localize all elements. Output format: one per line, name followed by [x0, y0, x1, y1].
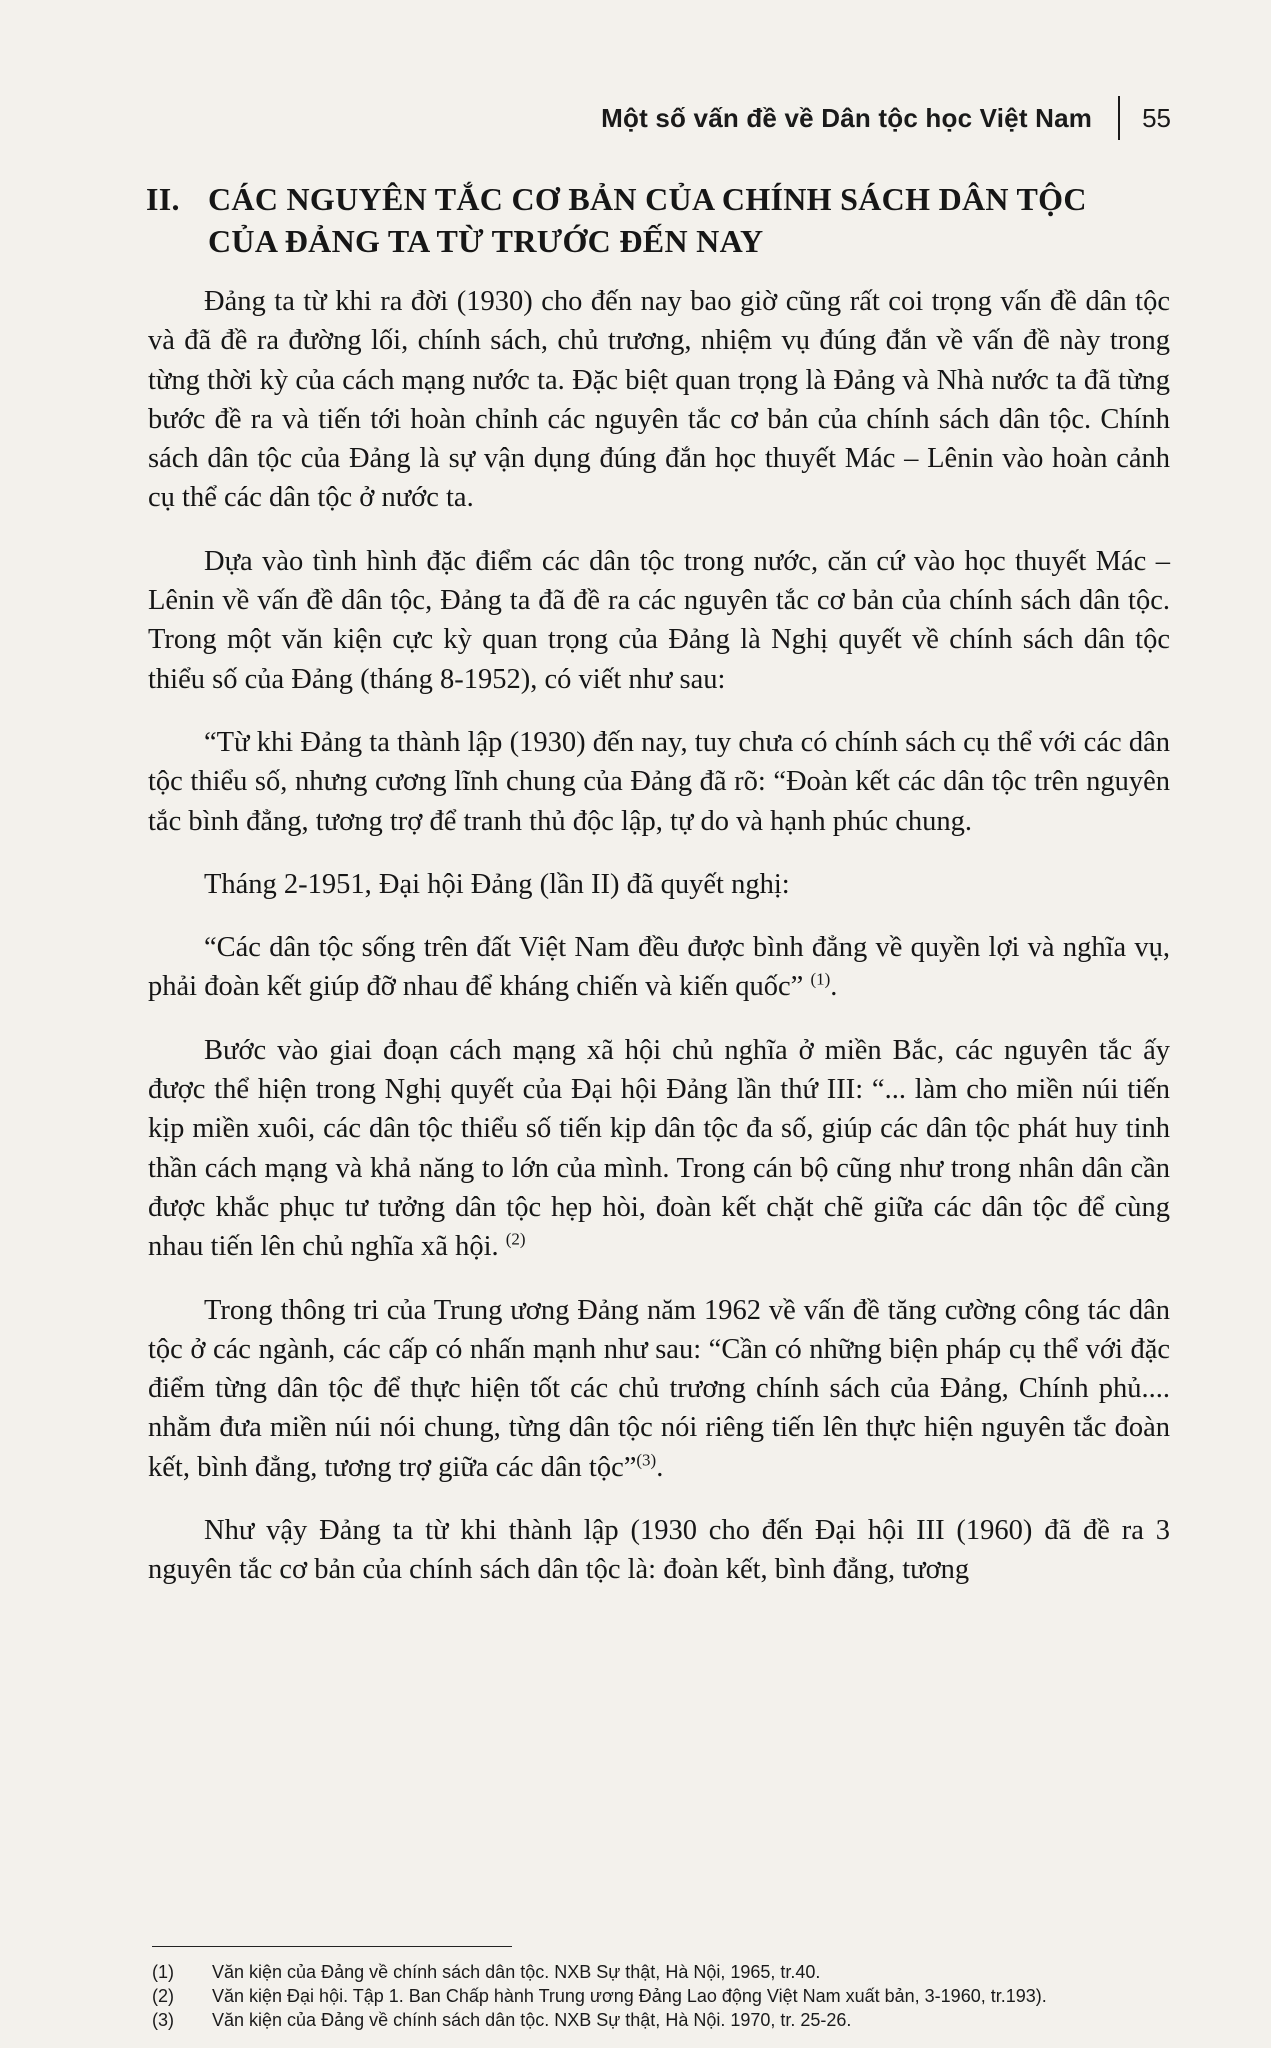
- section-title: [208, 178, 1087, 262]
- running-title: Một số vấn đề về Dân tộc học Việt Nam: [601, 102, 1093, 133]
- footnote-text: Văn kiện Đại hội. Tập 1. Ban Chấp hành Trung ương Đảng Lao động Việt Nam xuất bản, 3-1960, tr.193).: [212, 1986, 1047, 2006]
- paragraph-4: [148, 865, 1170, 904]
- paragraph-8: [148, 1511, 1170, 1590]
- paragraph-2: [148, 542, 1170, 699]
- paragraph-6-text: Bước vào giai đoạn cách mạng xã hội chủ nghĩa ở miền Bắc, các nguyên tắc ấy được thể hiện trong Nghị quyết của Đại hội Đảng lần thứ III: “... làm cho miền núi tiến kịp miền xuôi, các dân tộc thiểu số tiến kịp dân tộc đa số, giúp các dân tộc phát huy tinh thần cách mạng và khả năng to lớn của mình. Trong cán bộ cũng như trong nhân dân cần được khắc phục tư tưởng dân tộc hẹp hòi, đoàn kết chặt chẽ giữa các dân tộc để cùng nhau tiến lên chủ nghĩa xã hội.: [148, 1034, 1170, 1263]
- paragraph-5-end: .: [830, 971, 838, 1003]
- footnote-number: (1): [152, 1962, 174, 1982]
- footnote-1: [152, 1960, 1172, 1984]
- footnote-number: (2): [152, 1986, 174, 2006]
- paragraph-2-text: Dựa vào tình hình đặc điểm các dân tộc trong nước, căn cứ vào học thuyết Mác – Lênin về vấn đề dân tộc, Đảng ta đã đề ra các nguyên tắc cơ bản của chính sách dân tộc. Trong một văn kiện cực kỳ quan trọng của Đảng là Nghị quyết về chính sách dân tộc thiểu số của Đảng (tháng 8-1952), có viết như sau:: [148, 545, 1170, 695]
- footnote-2: [152, 1984, 1172, 2008]
- body-text: [148, 282, 1170, 1590]
- footnote-text: Văn kiện của Đảng về chính sách dân tộc. NXB Sự thật, Hà Nội, 1965, tr.40.: [212, 1962, 821, 1982]
- paragraph-1: [148, 282, 1170, 518]
- running-header: [601, 96, 1171, 140]
- paragraph-5-text: “Các dân tộc sống trên đất Việt Nam đều được bình đẳng về quyền lợi và nghĩa vụ, phải đoàn kết giúp đỡ nhau để kháng chiến và kiến quốc”: [148, 932, 1170, 1003]
- footnote-ref-3: (3): [636, 1450, 657, 1470]
- paragraph-3-text: “Từ khi Đảng ta thành lập (1930) đến nay, tuy chưa có chính sách cụ thể với các dân tộc thiểu số, nhưng cương lĩnh chung của Đảng đã rõ: “Đoàn kết các dân tộc trên nguyên tắc bình đẳng, tương trợ để tranh thủ độc lập, tự do và hạnh phúc chung.: [148, 726, 1170, 837]
- paragraph-3-quote: [148, 723, 1170, 841]
- header-divider: [1118, 96, 1120, 140]
- paragraph-7-text: Trong thông tri của Trung ương Đảng năm 1962 về vấn đề tăng cường công tác dân tộc ở các ngành, các cấp có nhấn mạnh như sau: “Cần có những biện pháp cụ thể với đặc điểm từng dân tộc để thực hiện tốt các chủ trương chính sách của Đảng, Chính phủ.... nhằm đưa miền núi nói chung, từng dân tộc nói riêng tiến lên thực hiện nguyên tắc đoàn kết, bình đẳng, tương trợ giữa các dân tộc”: [148, 1294, 1170, 1483]
- paragraph-7: [148, 1291, 1170, 1487]
- page-number: 55: [1142, 102, 1171, 133]
- footnote-3: [152, 2008, 1172, 2032]
- section-number: II.: [146, 181, 180, 217]
- section-heading: [146, 178, 1146, 262]
- paragraph-6: [148, 1031, 1170, 1267]
- paragraph-4-text: Tháng 2-1951, Đại hội Đảng (lần II) đã quyết nghị:: [204, 868, 790, 900]
- paragraph-1-text: Đảng ta từ khi ra đời (1930) cho đến nay bao giờ cũng rất coi trọng vấn đề dân tộc và đã đề ra đường lối, chính sách, chủ trương, nhiệm vụ đúng đắn về vấn đề này trong từng thời kỳ của cách mạng nước ta. Đặc biệt quan trọng là Đảng và Nhà nước ta đã từng bước đề ra và tiến tới hoàn chỉnh các nguyên tắc cơ bản của chính sách dân tộc. Chính sách dân tộc của Đảng là sự vận dụng đúng đắn học thuyết Mác – Lênin vào hoàn cảnh cụ thể các dân tộc ở nước ta.: [148, 286, 1170, 514]
- footnote-ref-2: (2): [505, 1229, 526, 1249]
- section-title-line-1: CÁC NGUYÊN TẮC CƠ BẢN CỦA CHÍNH SÁCH DÂN TỘC: [208, 181, 1087, 217]
- paragraph-8-text: Như vậy Đảng ta từ khi thành lập (1930 cho đến Đại hội III (1960) đã đề ra 3 nguyên tắc cơ bản của chính sách dân tộc là: đoàn kết, bình đẳng, tương: [148, 1515, 1170, 1586]
- paragraph-5-quote: [148, 928, 1170, 1007]
- footnote-ref-1: (1): [810, 969, 831, 989]
- footnotes: [152, 1960, 1172, 2032]
- footnote-number: (3): [152, 2010, 174, 2030]
- section-title-line-2: CỦA ĐẢNG TA TỪ TRƯỚC ĐẾN NAY: [208, 223, 764, 259]
- paragraph-7-end: .: [656, 1451, 664, 1483]
- footnote-divider: [152, 1946, 512, 1947]
- footnote-text: Văn kiện của Đảng về chính sách dân tộc. NXB Sự thật, Hà Nội. 1970, tr. 25-26.: [212, 2010, 852, 2030]
